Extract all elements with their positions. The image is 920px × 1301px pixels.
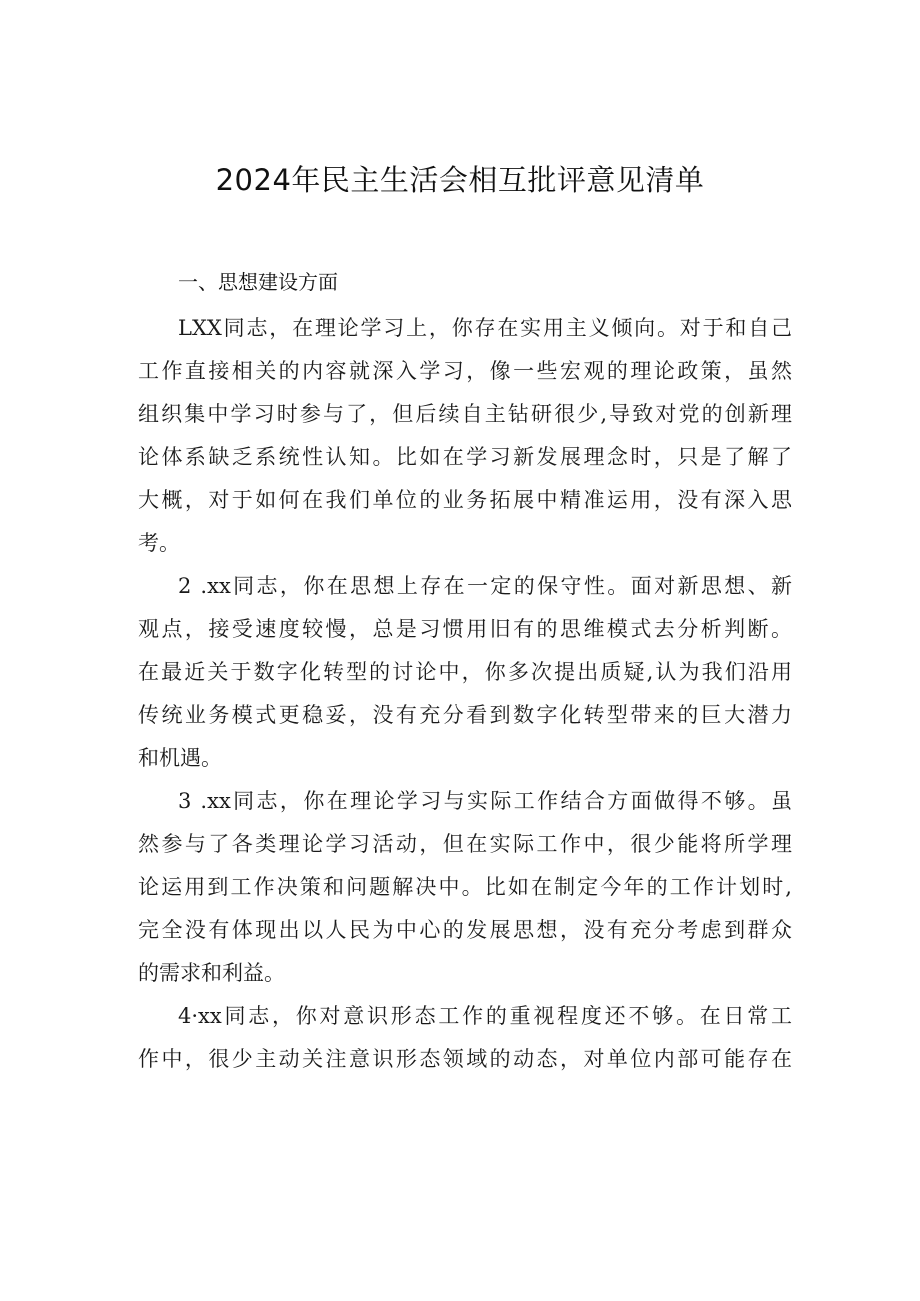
paragraph-2 [138,565,792,780]
document-body [138,307,792,1081]
paragraph-line: 和机遇。 [138,746,222,770]
paragraph-line: 在最近关于数字化转型的讨论中，你多次提出质疑,认为我们沿用 [138,660,792,684]
paragraph-line: 论体系缺乏系统性认知。比如在学习新发展理念时，只是了解了 [138,445,792,469]
paragraph-line: 工作直接相关的内容就深入学习，像一些宏观的理论政策，虽然 [138,359,792,383]
paragraph-line: 作中，很少主动关注意识形态领域的动态，对单位内部可能存在 [138,1047,792,1071]
paragraph-line: 考。 [138,531,180,555]
paragraph-line: 然参与了各类理论学习活动，但在实际工作中，很少能将所学理 [138,832,792,856]
section-heading: 一、思想建设方面 [178,270,338,294]
paragraph-1 [138,307,792,565]
paragraph-line: 论运用到工作决策和问题解决中。比如在制定今年的工作计划时, [138,875,792,899]
paragraph-line: 完全没有体现出以人民为中心的发展思想，没有充分考虑到群众 [138,918,792,942]
paragraph-3 [138,780,792,995]
paragraph-line: 大概，对于如何在我们单位的业务拓展中精准运用，没有深入思 [138,488,792,512]
paragraph-4 [138,995,792,1081]
paragraph-line: 2 .xx同志，你在思想上存在一定的保守性。面对新思想、新 [178,574,792,598]
paragraph-line: 组织集中学习时参与了，但后续自主钻研很少,导致对党的创新理 [138,402,792,426]
paragraph-line: 的需求和利益。 [138,961,285,985]
page-title: 2024年民主生活会相互批评意见清单 [215,163,705,197]
paragraph-line: 观点，接受速度较慢，总是习惯用旧有的思维模式去分析判断。 [138,617,792,641]
paragraph-line: 3 .xx同志，你在理论学习与实际工作结合方面做得不够。虽 [178,789,792,813]
paragraph-line: 4·xx同志，你对意识形态工作的重视程度还不够。在日常工 [178,1004,792,1028]
paragraph-line: 传统业务模式更稳妥，没有充分看到数字化转型带来的巨大潜力 [138,703,792,727]
paragraph-line: LXX同志，在理论学习上，你存在实用主义倾向。对于和自己 [178,316,792,340]
